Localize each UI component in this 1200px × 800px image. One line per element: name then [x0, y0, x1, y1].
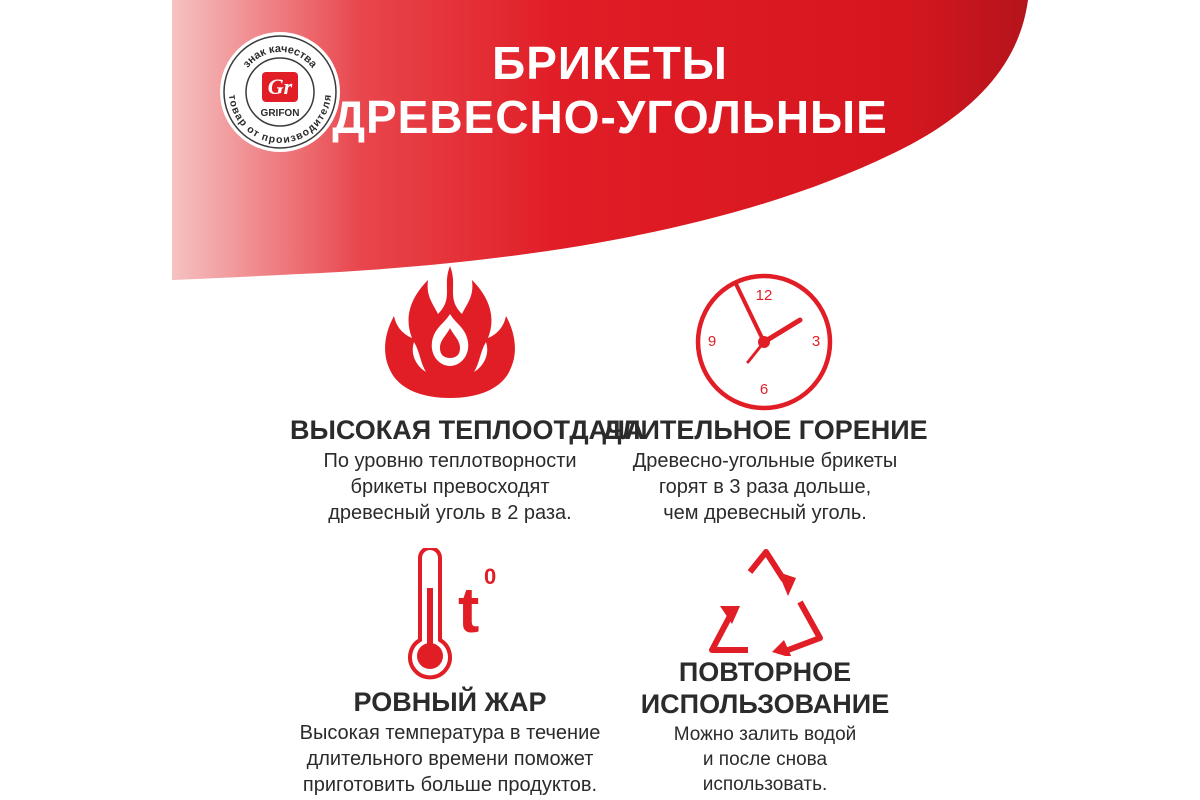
badge-arc-top: знак качества	[240, 42, 320, 71]
feature-reuse	[620, 656, 910, 797]
clock-number-3: 3	[811, 333, 821, 350]
feature-line: древесный уголь в 2 раза.	[328, 502, 572, 524]
clock-number-12: 12	[755, 287, 773, 304]
feature-description	[290, 448, 610, 526]
feature-line: приготовить больше продуктов.	[302, 774, 598, 796]
feature-description	[600, 448, 930, 526]
quality-badge	[218, 30, 342, 154]
feature-heading: ВЫСОКАЯ ТЕПЛООТДАЧА	[290, 415, 645, 445]
page-title	[330, 36, 890, 144]
feature-description	[280, 720, 620, 798]
feature-even-heat	[280, 686, 620, 798]
feature-heading-line-2: ИСПОЛЬЗОВАНИЕ	[640, 689, 890, 719]
title-line-1: БРИКЕТЫ	[492, 37, 728, 89]
feature-line: брикеты превосходят	[350, 476, 550, 498]
clock-icon	[692, 270, 836, 414]
temperature-symbol-sup: 0	[484, 564, 497, 589]
feature-line: Можно залить водой	[673, 724, 857, 745]
title-line-2: ДРЕВЕСНО-УГОЛЬНЫЕ	[332, 91, 888, 143]
fire-icon	[380, 262, 520, 402]
feature-description	[620, 722, 910, 797]
recycle-icon	[704, 548, 828, 656]
feature-heading-line-1: ПОВТОРНОЕ	[678, 657, 852, 687]
thermometer-icon	[400, 548, 510, 680]
feature-line: чем древесный уголь.	[663, 502, 867, 524]
feature-line: использовать.	[702, 774, 828, 795]
feature-high-heat	[290, 414, 645, 526]
badge-arc-bottom: товар от производителя	[226, 93, 334, 147]
feature-line: Высокая температура в течение	[299, 722, 601, 744]
temperature-symbol: t	[458, 574, 480, 646]
quality-seal-icon	[218, 30, 342, 154]
clock-hour-hand	[764, 320, 800, 342]
feature-heading: РОВНЫЙ ЖАР	[353, 687, 547, 717]
clock-number-9: 9	[707, 333, 717, 350]
badge-brand: GRIFON	[260, 108, 300, 119]
feature-line: длительного времени поможет	[306, 748, 594, 770]
feature-long-burning	[600, 414, 930, 526]
feature-line: По уровню теплотворности	[323, 450, 577, 472]
feature-heading: ДЛИТЕЛЬНОЕ ГОРЕНИЕ	[602, 415, 928, 445]
feature-line: и после снова	[702, 749, 828, 770]
feature-line: горят в 3 раза дольше,	[658, 476, 872, 498]
feature-line: Древесно-угольные брикеты	[632, 450, 898, 472]
badge-logo: Gr	[267, 74, 293, 99]
clock-number-6: 6	[759, 381, 769, 398]
